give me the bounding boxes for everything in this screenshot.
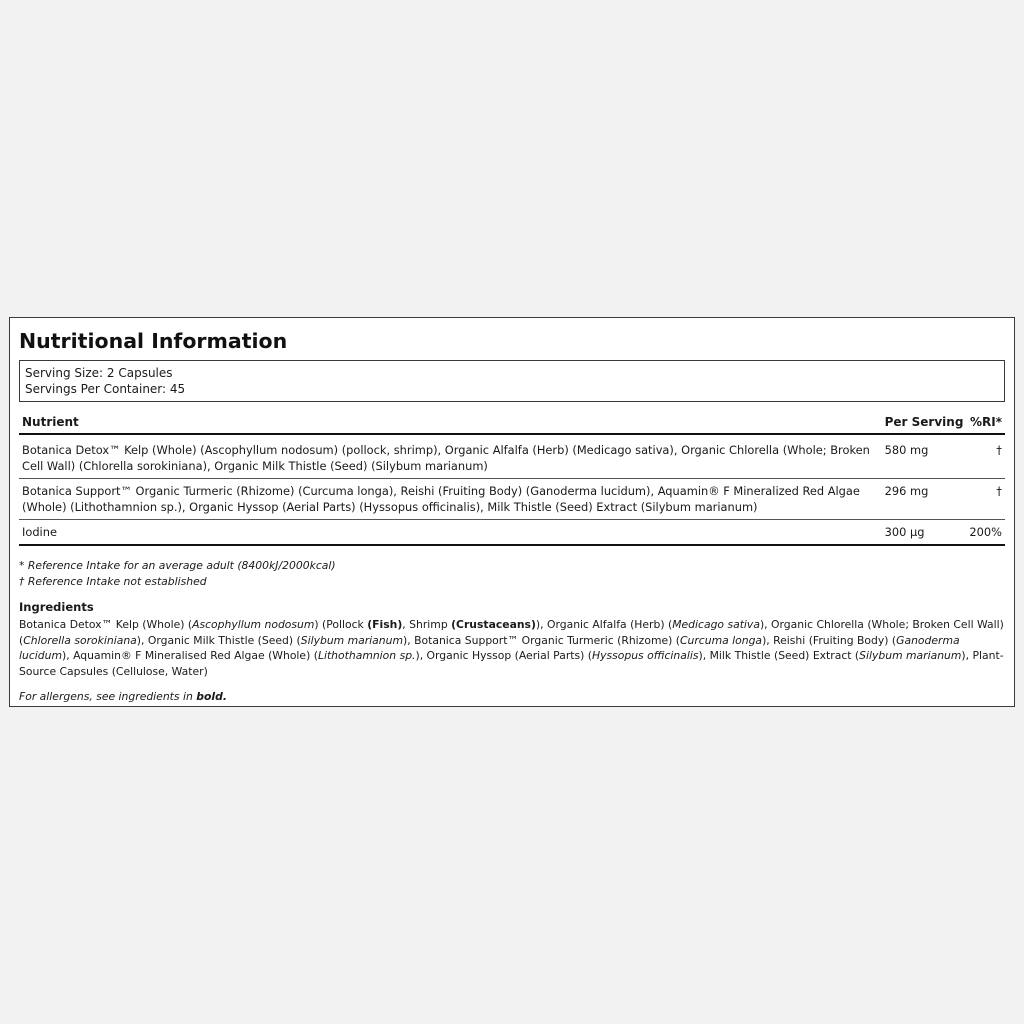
table-row	[19, 520, 1005, 546]
ri-cell: †	[966, 479, 1005, 520]
ingredients-segment: ), Milk Thistle (Seed) Extract (	[698, 649, 860, 663]
ingredients-text	[19, 617, 1005, 679]
table-row	[19, 434, 1005, 479]
ri-column-header: %RI*	[966, 412, 1005, 434]
ingredients-heading: Ingredients	[19, 600, 94, 614]
nutrition-panel	[9, 317, 1015, 707]
ingredients-segment: Silybum marianum	[859, 649, 962, 663]
allergen-note-bold: bold.	[196, 690, 227, 704]
ingredients-segment: Ascophyllum nodosum	[192, 618, 315, 631]
ingredients-segment: ), Aquamin® F Mineralised Red Algae (Whole) (	[62, 649, 318, 663]
ingredients-segment: Ganoderma lucidum	[19, 633, 960, 663]
page-title: Nutritional Information	[19, 329, 288, 353]
ingredients-segment: Chlorella sorokiniana	[23, 633, 137, 647]
nutrient-column-header: Nutrient	[19, 412, 882, 434]
table-header-row	[19, 412, 1005, 434]
ingredients-segment: ), Organic Milk Thistle (Seed) (	[136, 633, 301, 647]
reference-intake-footnote: * Reference Intake for an average adult (8400kJ/2000kcal)	[19, 559, 336, 572]
ingredients-segment: ), Organic Alfalfa (Herb) (	[535, 618, 673, 631]
ingredients-segment: Silybum marianum	[300, 633, 403, 647]
table-row	[19, 479, 1005, 520]
per-serving-column-header: Per Serving	[882, 412, 967, 434]
per-serving-cell: 296 mg	[882, 479, 967, 520]
ingredients-segment: Botanica Detox™ Kelp (Whole) (	[19, 618, 193, 631]
ingredients-segment: ), Organic Hyssop (Aerial Parts) (	[415, 649, 592, 663]
ingredients-segment: ), Botanica Support™ Organic Turmeric (Rhizome) (	[403, 633, 680, 647]
ri-cell: †	[966, 434, 1005, 479]
nutrient-cell: Iodine	[19, 520, 882, 546]
ri-cell: 200%	[966, 520, 1005, 546]
serving-info-box	[19, 360, 1005, 402]
footnotes	[19, 558, 1005, 590]
ingredients-segment: (Fish)	[367, 618, 403, 631]
nutrient-cell: Botanica Detox™ Kelp (Whole) (Ascophyllum nodosum) (pollock, shrimp), Organic Alfalfa (Herb) (Medicago sativa), Organic Chlorella (Whole; Broken Cell Wall) (Chlorella sorokiniana), Organic Milk Thistle (Seed) (Silybum marianum)	[19, 434, 882, 479]
serving-size: Serving Size: 2 Capsules	[25, 366, 173, 380]
ingredients-segment: Curcuma longa	[679, 633, 763, 647]
not-established-footnote: † Reference Intake not established	[19, 575, 207, 588]
nutrient-cell: Botanica Support™ Organic Turmeric (Rhizome) (Curcuma longa), Reishi (Fruiting Body) (Ganoderma lucidum), Aquamin® F Mineralized Red Algae (Whole) (Lithothamnion sp.), Organic Hyssop (Aerial Parts) (Hyssopus officinalis), Milk Thistle (Seed) Extract (Silybum marianum)	[19, 479, 882, 520]
ingredients-segment: ) (Pollock	[314, 618, 368, 631]
ingredients-segment: Medicago sativa	[672, 618, 760, 631]
allergen-note-text: For allergens, see ingredients in	[19, 690, 197, 704]
ingredients-segment: Hyssopus officinalis	[591, 649, 699, 663]
ingredients-segment: ), Organic Chlorella (Whole; Broken Cell Wall) (	[19, 618, 1004, 647]
ingredients-segment: ), Plant-Source Capsules (Cellulose, Water)	[19, 649, 1004, 678]
ingredients-segment: ), Reishi (Fruiting Body) (	[762, 633, 897, 647]
nutrient-table	[19, 412, 1005, 546]
servings-per-container: Servings Per Container: 45	[25, 382, 186, 396]
ingredients-segment: (Crustaceans)	[451, 618, 536, 631]
per-serving-cell: 300 µg	[882, 520, 967, 546]
per-serving-cell: 580 mg	[882, 434, 967, 479]
allergen-note	[19, 689, 1005, 705]
ingredients-segment: Lithothamnion sp.	[317, 649, 416, 663]
ingredients-segment: , Shrimp	[402, 618, 452, 631]
